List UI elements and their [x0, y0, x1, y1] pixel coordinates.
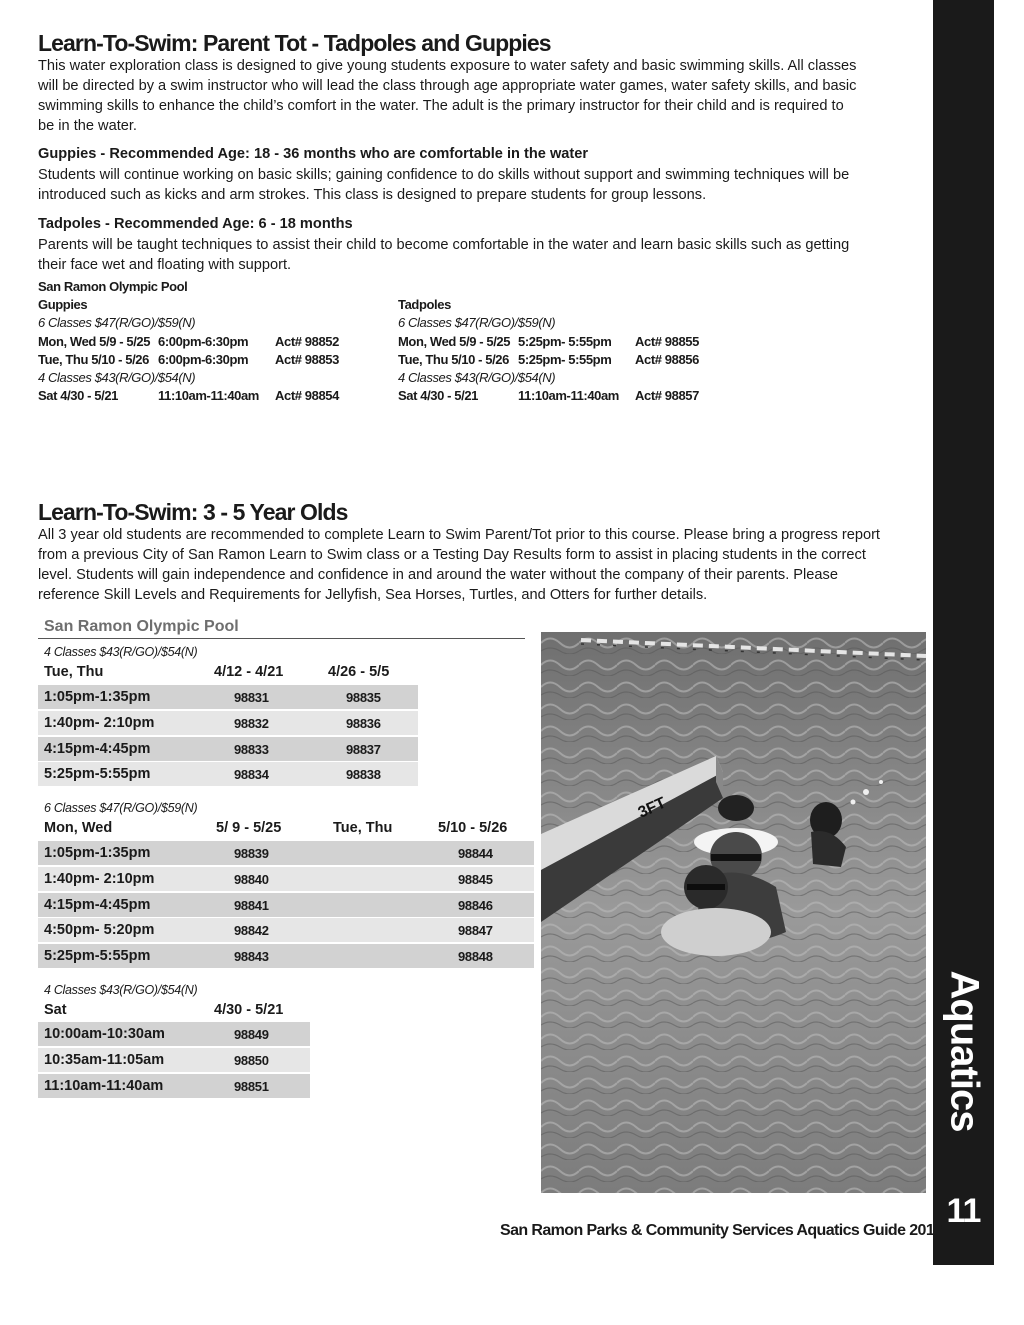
table2-header: [38, 820, 538, 840]
parent-tot-description-line: swimming skills to enhance the child’s comfort in the water. The adult is the primary instructor for their child and is required to: [38, 98, 844, 114]
time-cell: 5:25pm-5:55pm: [44, 948, 151, 965]
class-act: Act# 98853: [275, 351, 339, 367]
class-act: Act# 98857: [635, 388, 699, 404]
table-row: [38, 1022, 310, 1046]
parent-tot-description-line: will be directed by a swim instructor who will lead the class through age appropriate water games, water safety skills, and basic: [38, 78, 857, 94]
table1-header-cell: Tue, Thu: [44, 664, 104, 680]
tadpoles-schedule: [398, 296, 758, 406]
time-cell: 10:00am-10:30am: [44, 1026, 165, 1042]
time-cell: 10:35am-11:05am: [44, 1051, 165, 1068]
table3-header-cell: Sat: [44, 1002, 67, 1018]
class-time: 5:25pm- 5:55pm: [518, 351, 612, 367]
class-act: Act# 98854: [275, 388, 339, 404]
class-day: Sat 4/30 - 5/21: [38, 388, 118, 404]
table1-header-cell: 4/12 - 4/21: [214, 664, 284, 680]
price-text: 4 Classes $43(R/GO)/$54(N): [398, 370, 556, 386]
table-row: [38, 841, 534, 865]
table-row: [38, 737, 418, 761]
price-line: [38, 314, 388, 332]
table-row: [38, 1074, 310, 1098]
tadpoles-heading: Tadpoles - Recommended Age: 6 - 18 months: [38, 216, 353, 232]
divider: [38, 638, 525, 639]
class-time: 11:10am-11:40am: [158, 388, 259, 404]
class-day: Mon, Wed 5/9 - 5/25: [38, 333, 151, 349]
activity-number-cell: 98834: [234, 767, 269, 783]
three-five-title: Learn-To-Swim: 3 - 5 Year Olds: [38, 499, 348, 525]
section-label: Aquatics: [942, 970, 986, 1131]
three-five-description-line: All 3 year old students are recommended to complete Learn to Swim Parent/Tot prior to this course. Please bring a progress report: [38, 527, 880, 543]
three-five-description-line: reference Skill Levels and Requirements for Jellyfish, Sea Horses, Turtles, and Otters for further details.: [38, 587, 708, 603]
table-row: [38, 944, 534, 968]
pool-photo: [541, 632, 926, 1193]
parent-tot-location: [38, 278, 187, 296]
parent-tot-description-line: This water exploration class is designed to give young students exposure to water safety and basic swimming skills. All classes: [38, 58, 857, 74]
table2-header-cell: Tue, Thu: [333, 820, 393, 836]
table2-header-cell: 5/ 9 - 5/25: [216, 820, 282, 836]
time-cell: 5:25pm-5:55pm: [44, 766, 151, 783]
tadpoles-description: [38, 235, 928, 275]
footer-text: San Ramon Parks & Community Services Aquatics Guide 2016: [500, 1222, 943, 1239]
time-cell: 1:40pm- 2:10pm: [44, 714, 155, 731]
pool-location-heading: San Ramon Olympic Pool: [44, 618, 239, 635]
class-time: 11:10am-11:40am: [518, 388, 619, 404]
three-five-description: [38, 525, 928, 605]
activity-number-cell: 98840: [234, 871, 269, 887]
class-act: Act# 98856: [635, 351, 699, 367]
class-time: 6:00pm-6:30pm: [158, 351, 249, 367]
price-text: 4 Classes $43(R/GO)/$54(N): [38, 370, 196, 386]
activity-number-cell: 98839: [234, 846, 269, 861]
activity-number-cell: 98851: [234, 1078, 269, 1094]
class-act: Act# 98855: [635, 333, 699, 349]
guppies-schedule: [38, 296, 388, 406]
time-cell: 4:15pm-4:45pm: [44, 740, 151, 757]
table2-header-cell: 5/10 - 5/26: [438, 820, 508, 836]
price-text: 6 Classes $47(R/GO)/$59(N): [398, 315, 556, 331]
activity-number-cell: 98831: [234, 690, 269, 705]
price-line: [398, 369, 758, 387]
activity-number-cell: 98843: [234, 949, 269, 965]
class-row: [398, 333, 758, 351]
time-cell: 4:15pm-4:45pm: [44, 896, 151, 913]
activity-number-cell: 98837: [346, 741, 381, 757]
time-cell: 1:05pm-1:35pm: [44, 845, 151, 861]
class-row: [38, 387, 388, 405]
table1-price: 4 Classes $43(R/GO)/$54(N): [44, 645, 198, 659]
table3-header: [38, 1002, 318, 1022]
table-row: [38, 867, 534, 891]
class-day: Tue, Thu 5/10 - 5/26: [38, 351, 149, 367]
activity-number-cell: 98845: [458, 871, 493, 887]
table-row: [38, 893, 534, 917]
activity-number-cell: 98835: [346, 690, 381, 705]
class-row: [38, 333, 388, 351]
activity-number-cell: 98838: [346, 767, 381, 783]
activity-number-cell: 98833: [234, 741, 269, 757]
class-day: Tue, Thu 5/10 - 5/26: [398, 351, 509, 367]
activity-number-cell: 98850: [234, 1052, 269, 1068]
location-label: San Ramon Olympic Pool: [38, 279, 188, 294]
class-time: 6:00pm-6:30pm: [158, 333, 249, 349]
table3-price: 4 Classes $43(R/GO)/$54(N): [44, 983, 198, 997]
activity-number-cell: 98847: [458, 923, 493, 939]
tadpoles-description-line: their face wet and floating with support.: [38, 257, 292, 273]
parent-tot-description-line: be in the water.: [38, 118, 137, 134]
time-cell: 1:05pm-1:35pm: [44, 689, 151, 705]
page-number: 11: [946, 1192, 981, 1230]
guppies-description-line: Students will continue working on basic skills; gaining confidence to do skills without support and swimming techniques will be: [38, 167, 850, 183]
tadpoles-description-line: Parents will be taught techniques to assist their child to become comfortable in the water and learn basic skills such as getting: [38, 237, 850, 253]
table2-header-cell: Mon, Wed: [44, 820, 113, 836]
guppies-heading: Guppies - Recommended Age: 18 - 36 months who are comfortable in the water: [38, 146, 589, 162]
three-five-description-line: from a previous City of San Ramon Learn to Swim class or a Testing Day Results form to assist in placing students in the correct: [38, 547, 866, 563]
price-text: 6 Classes $47(R/GO)/$59(N): [38, 315, 196, 331]
guppies-description: [38, 165, 928, 205]
schedule-title: Tadpoles: [398, 297, 451, 312]
table1-header-cell: 4/26 - 5/5: [328, 664, 390, 680]
class-day: Sat 4/30 - 5/21: [398, 388, 478, 404]
activity-number-cell: 98836: [346, 715, 381, 731]
price-line: [398, 314, 758, 332]
class-row: [398, 351, 758, 369]
activity-number-cell: 98832: [234, 715, 269, 731]
table1-header: [38, 664, 438, 684]
time-cell: 11:10am-11:40am: [44, 1077, 164, 1094]
schedule-title: Guppies: [38, 297, 88, 312]
table-row: [38, 711, 418, 735]
parent-tot-title: Learn-To-Swim: Parent Tot - Tadpoles and Guppies: [38, 30, 551, 56]
activity-number-cell: 98844: [458, 846, 493, 861]
class-day: Mon, Wed 5/9 - 5/25: [398, 333, 511, 349]
table-row: [38, 685, 418, 709]
activity-number-cell: 98849: [234, 1027, 269, 1042]
table3-header-cell: 4/30 - 5/21: [214, 1002, 284, 1018]
class-time: 5:25pm- 5:55pm: [518, 333, 612, 349]
activity-number-cell: 98842: [234, 923, 269, 939]
table2-price: 6 Classes $47(R/GO)/$59(N): [44, 801, 198, 815]
activity-number-cell: 98848: [458, 949, 493, 965]
svg-text:3FT: 3FT: [635, 794, 669, 822]
table-row: [38, 918, 534, 942]
class-row: [38, 351, 388, 369]
table-row: [38, 762, 418, 786]
guppies-description-line: introduced such as kicks and arm strokes. This class is designed to prepare students for group lessons.: [38, 187, 707, 203]
activity-number-cell: 98841: [234, 897, 269, 913]
three-five-description-line: level. Students will gain independence and confidence in and around the water without the company of their parents. Please: [38, 567, 838, 583]
parent-tot-description: [38, 56, 928, 136]
activity-number-cell: 98846: [458, 897, 493, 913]
class-act: Act# 98852: [275, 333, 339, 349]
table-row: [38, 1048, 310, 1072]
time-cell: 4:50pm- 5:20pm: [44, 922, 155, 939]
price-line: [38, 369, 388, 387]
class-row: [398, 387, 758, 405]
time-cell: 1:40pm- 2:10pm: [44, 870, 155, 887]
